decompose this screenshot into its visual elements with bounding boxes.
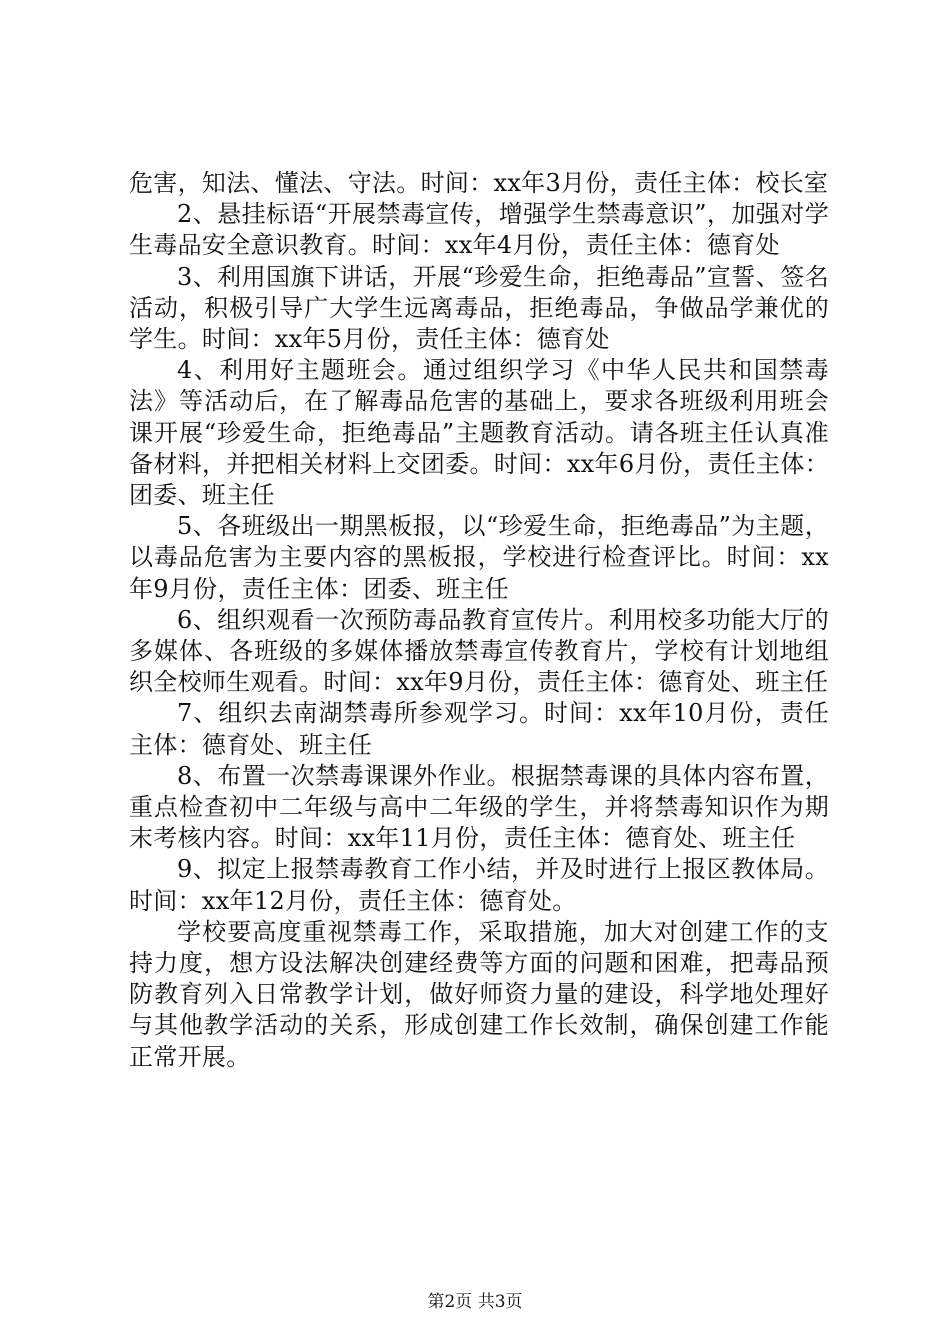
paragraph-conclusion: 学校要高度重视禁毒工作，采取措施，加大对创建工作的支持力度，想方设法解决创建经费等方面的问题和困难，把毒品预防教育列入日常教学计划，做好师资力量的建设，科学地处理好与其他教学活动的关系，形成创建工作长效制，确保创建工作能正常开展。 <box>129 917 829 1071</box>
paragraph-item-7: 7、组织去南湖禁毒所参观学习。时间：xx年10月份，责任主体：德育处、班主任 <box>129 699 829 759</box>
paragraph-item-4: 4、利用好主题班会。通过组织学习《中华人民共和国禁毒法》等活动后，在了解毒品危害的基础上，要求各班级利用班会课开展“珍爱生命，拒绝毒品”主题教育活动。请各班主任认真准备材料，并把相关材料上交团委。时间：xx年6月份，责任主体：团委、班主任 <box>129 356 829 510</box>
paragraph-item-9: 9、拟定上报禁毒教育工作小结，并及时进行上报区教体局。时间：xx年12月份，责任主体：德育处。 <box>129 855 829 915</box>
paragraph-item-5: 5、各班级出一期黑板报，以“珍爱生命，拒绝毒品”为主题，以毒品危害为主要内容的黑板报，学校进行检查评比。时间：xx年9月份，责任主体：团委、班主任 <box>129 512 829 603</box>
paragraph-item-2: 2、悬挂标语“开展禁毒宣传，增强学生禁毒意识”，加强对学生毒品安全意识教育。时间：xx年4月份，责任主体：德育处 <box>129 200 829 260</box>
document-body <box>129 168 829 1073</box>
paragraph-item-3: 3、利用国旗下讲话，开展“珍爱生命，拒绝毒品”宣誓、签名活动，积极引导广大学生远离毒品，拒绝毒品，争做品学兼优的学生。时间：xx年5月份，责任主体：德育处 <box>129 262 829 354</box>
paragraph-item-6: 6、组织观看一次预防毒品教育宣传片。利用校多功能大厅的多媒体、各班级的多媒体播放禁毒宣传教育片，学校有计划地组织全校师生观看。时间：xx年9月份，责任主体：德育处、班主任 <box>129 605 829 697</box>
paragraph-item-8: 8、布置一次禁毒课课外作业。根据禁毒课的具体内容布置，重点检查初中二年级与高中二年级的学生，并将禁毒知识作为期末考核内容。时间：xx年11月份，责任主体：德育处、班主任 <box>129 761 829 853</box>
paragraph-continuation: 危害，知法、懂法、守法。时间：xx年3月份，责任主体：校长室 <box>129 169 829 197</box>
page-number-footer: 第2页 共3页 <box>427 1292 523 1312</box>
